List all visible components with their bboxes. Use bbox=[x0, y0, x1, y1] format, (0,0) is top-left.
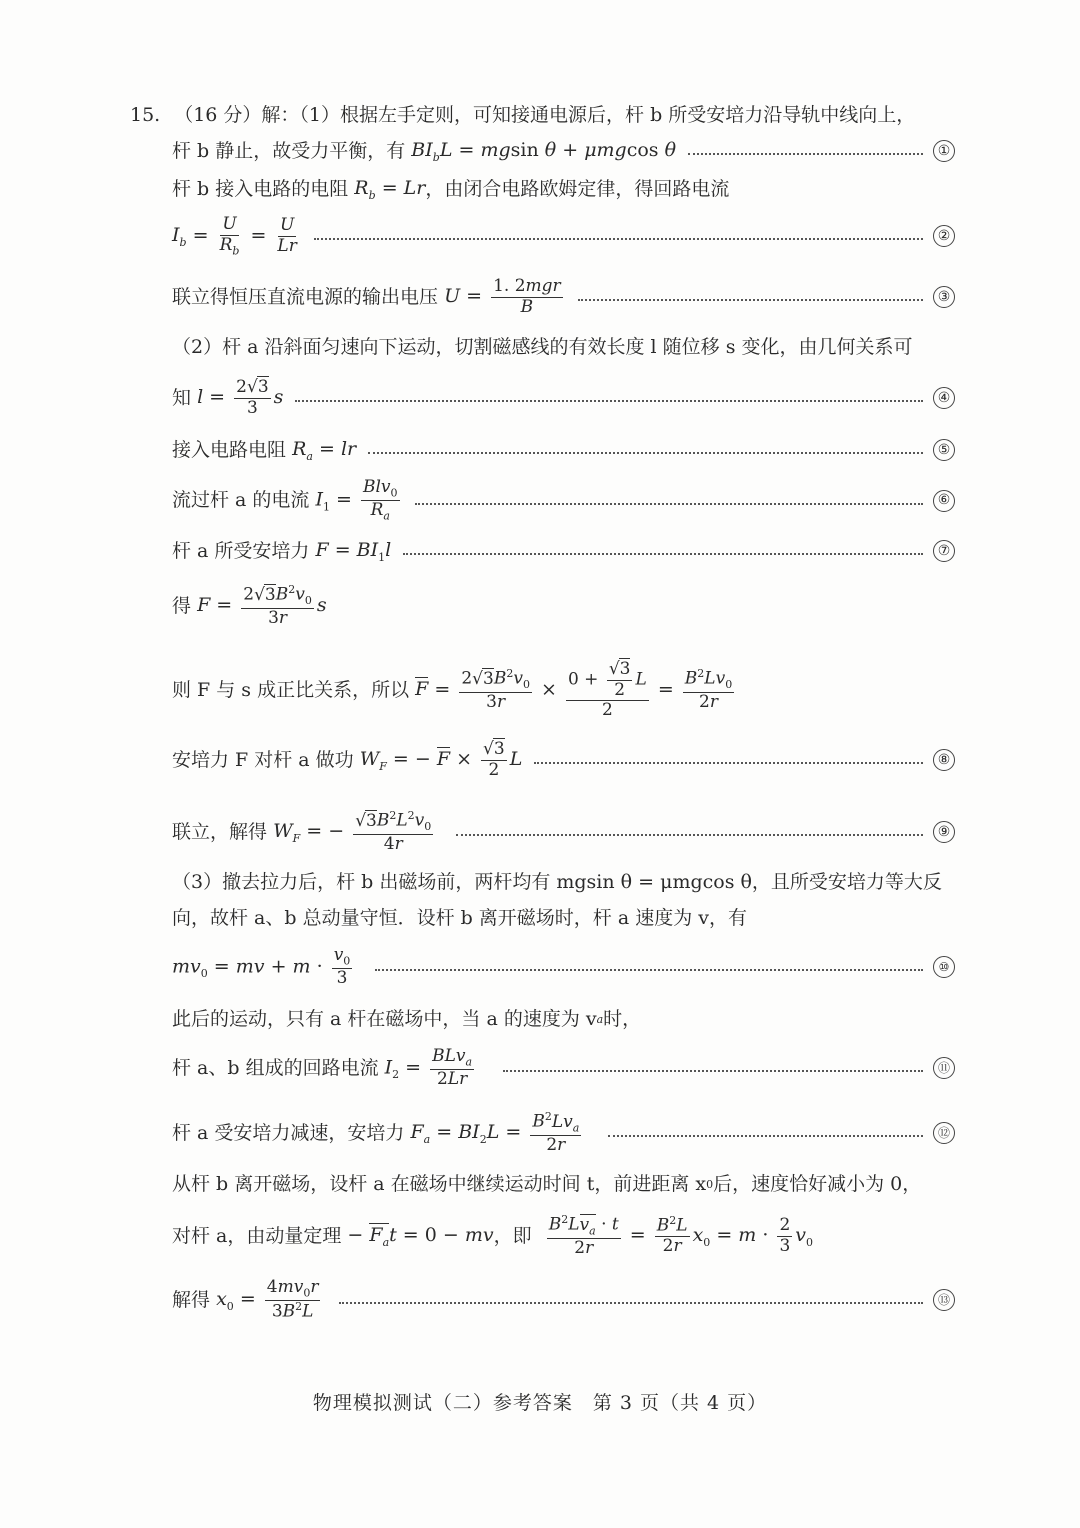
formula-ampere-force: $F = BI_1l$ bbox=[315, 539, 392, 564]
marker-4: ④ bbox=[933, 387, 955, 409]
equation-line-10 bbox=[172, 946, 955, 989]
text-line-11: 得 F = $\frac{2√3B^2v_0}{3r}$ s bbox=[172, 583, 327, 628]
text-line-21: 从杆 b 离开磁场，设杆 a 在磁场中继续运动时间 t，前进距离 x 0 后，速度恰好减小为 0， bbox=[172, 1173, 922, 1195]
formula-work: $W_F$ = − F × $\frac{√3}{2}$ L bbox=[359, 739, 523, 780]
equation-line-8: 安培力 F 对杆 a 做功 $W_F$ = − F × $\frac{√3}{2}$ L ⑧ bbox=[172, 740, 955, 780]
equation-line-12: 杆 a 受安培力减速，安培力 $F_a = BI_2L$ = $\frac{B^2Lv_a}{2r}$ ⑫ bbox=[172, 1111, 955, 1155]
marker-7: ⑦ bbox=[933, 540, 955, 562]
formula-F-of-s: F = $\frac{2√3B^2v_0}{3r}$ s bbox=[197, 583, 327, 628]
formula-current-b: $I_b$ = $\frac{U}{R_b}$ = $\frac{U}{Lr}$ bbox=[172, 214, 297, 257]
formula-voltage: U = $\frac{\text{1. 2mgr}}{B}$ bbox=[444, 276, 561, 317]
marker-3: ③ bbox=[933, 286, 955, 308]
page-footer: 物理模拟测试（二）参考答案 第 3 页（共 4 页） bbox=[312, 1392, 768, 1414]
equation-line-11: 杆 a、b 组成的回路电流 $I_2$ = $\frac{BLv_a}{2Lr}$ ⑪ bbox=[172, 1047, 955, 1090]
equation-line-13: 解得 $x_0$ = $\frac{4mv_0r}{3B^2L}$ ⑬ bbox=[172, 1278, 955, 1322]
equation-line-4: 知 l = $\frac{2√3}{3}$ s ④ bbox=[172, 378, 955, 418]
marker-13: ⑬ bbox=[933, 1289, 955, 1311]
equation-line-2 bbox=[172, 215, 955, 258]
equation-line-7: 杆 a 所受安培力 $F = BI_1l$ ⑦ bbox=[172, 539, 955, 564]
formula-momentum: $mv_0$ = mv + m · $\frac{v_0}{3}$ bbox=[172, 945, 351, 989]
formula-impulse: − $F_at = 0$ − mv bbox=[341, 1223, 494, 1249]
text-line-18: 此后的运动，只有 a 杆在磁场中，当 a 的速度为 v a 时， bbox=[172, 1008, 642, 1030]
text-line-15: （3）撤去拉力后，杆 b 出磁场前，两杆均有 mgsin θ = μmgcos θ，且所受安培力等大反 bbox=[172, 871, 942, 893]
marker-8: ⑧ bbox=[933, 749, 955, 771]
formula-average-force: F = $\frac{2√3B^2v_0}{3r}$ × 0 + $\frac{√3}{2}$ L 2 = $\frac{B^2Lv_0}{2r}$ bbox=[415, 659, 733, 721]
equation-line-1: 杆 b 静止，故受力平衡，有 $BI_bL = mgsin$ θ + μmgcos θ ① bbox=[172, 139, 955, 164]
formula-length: l = $\frac{2√3}{3}$ s bbox=[197, 377, 284, 418]
marker-11: ⑪ bbox=[933, 1057, 955, 1079]
equation-line-5: 接入电路电阻 $R_a$ = lr ⑤ bbox=[172, 438, 955, 463]
equation-line-6: 流过杆 a 的电流 $I_1$ = $\frac{Blv_0}{R_a}$ ⑥ bbox=[172, 478, 955, 523]
text-line-16: 向，故杆 a、b 总动量守恒．设杆 b 离开磁场时，杆 a 速度为 v，有 bbox=[172, 907, 747, 929]
marker-6: ⑥ bbox=[933, 490, 955, 512]
formula-current-2: $I_2$ = $\frac{BLv_a}{2Lr}$ bbox=[384, 1046, 473, 1090]
formula-force-a: $F_a = BI_2L$ = $\frac{B^2Lv_a}{2r}$ bbox=[410, 1110, 580, 1155]
text-line-12: 则 F 与 s 成正比关系，所以 F = $\frac{2√3B^2v_0}{3r}$ × 0 + $\frac{√3}{2}$ L 2 = $\frac{B^2Lv_0}{2r}$ bbox=[172, 660, 955, 721]
marker-1: ① bbox=[933, 140, 955, 162]
formula-resistance-a: $R_a$ = lr bbox=[292, 438, 357, 463]
formula-work-result: $W_F$ = − $\frac{√3B^2L^2v_0}{4r}$ bbox=[273, 809, 432, 854]
problem-header: 15. （16 分）解：（1）根据左手定则，可知接通电源后，杆 b 所受安培力沿导轨中线向上， bbox=[130, 104, 916, 126]
marker-12: ⑫ bbox=[933, 1122, 955, 1144]
marker-9: ⑨ bbox=[933, 821, 955, 843]
formula-x0: $x_0$ = $\frac{4mv_0r}{3B^2L}$ bbox=[216, 1277, 319, 1322]
formula-distance-eq: $\frac{B^2Lv_a \cdot t}{2r}$ = $\frac{B^2L}{2r}$ $x_0 = m$ · $\frac{2}{3}$ $v_0$ bbox=[548, 1213, 813, 1258]
marker-10: ⑩ bbox=[933, 956, 955, 978]
equation-line-3: 联立得恒压直流电源的输出电压 U = $\frac{\text{1. 2mgr}}{B}$ ③ bbox=[172, 277, 955, 317]
formula-force-balance: $BI_bL = mgsin$ θ + μmgcos θ bbox=[411, 139, 677, 164]
text-line-3: 杆 b 接入电路的电阻 $R_b = Lr$ ，由闭合电路欧姆定律，得回路电流 bbox=[172, 177, 730, 202]
equation-line-9: 联立，解得 $W_F$ = − $\frac{√3B^2L^2v_0}{4r}$ ⑨ bbox=[172, 810, 955, 854]
formula-current-1: $I_1$ = $\frac{Blv_0}{R_a}$ bbox=[315, 477, 398, 523]
text-line-6: （2）杆 a 沿斜面匀速向下运动，切割磁感线的有效长度 l 随位移 s 变化，由几何关系可 bbox=[172, 336, 913, 358]
text-line-22: 对杆 a，由动量定理 − $F_at = 0$ − mv ，即 $\frac{B^2Lv_a \cdot t}{2r}$ = $\frac{B^2L}{2r}$ $x_0 = m$ · $\frac{2}{3}$ $v_0$ bbox=[172, 1213, 813, 1258]
marker-2: ② bbox=[933, 225, 955, 247]
marker-5: ⑤ bbox=[933, 439, 955, 461]
